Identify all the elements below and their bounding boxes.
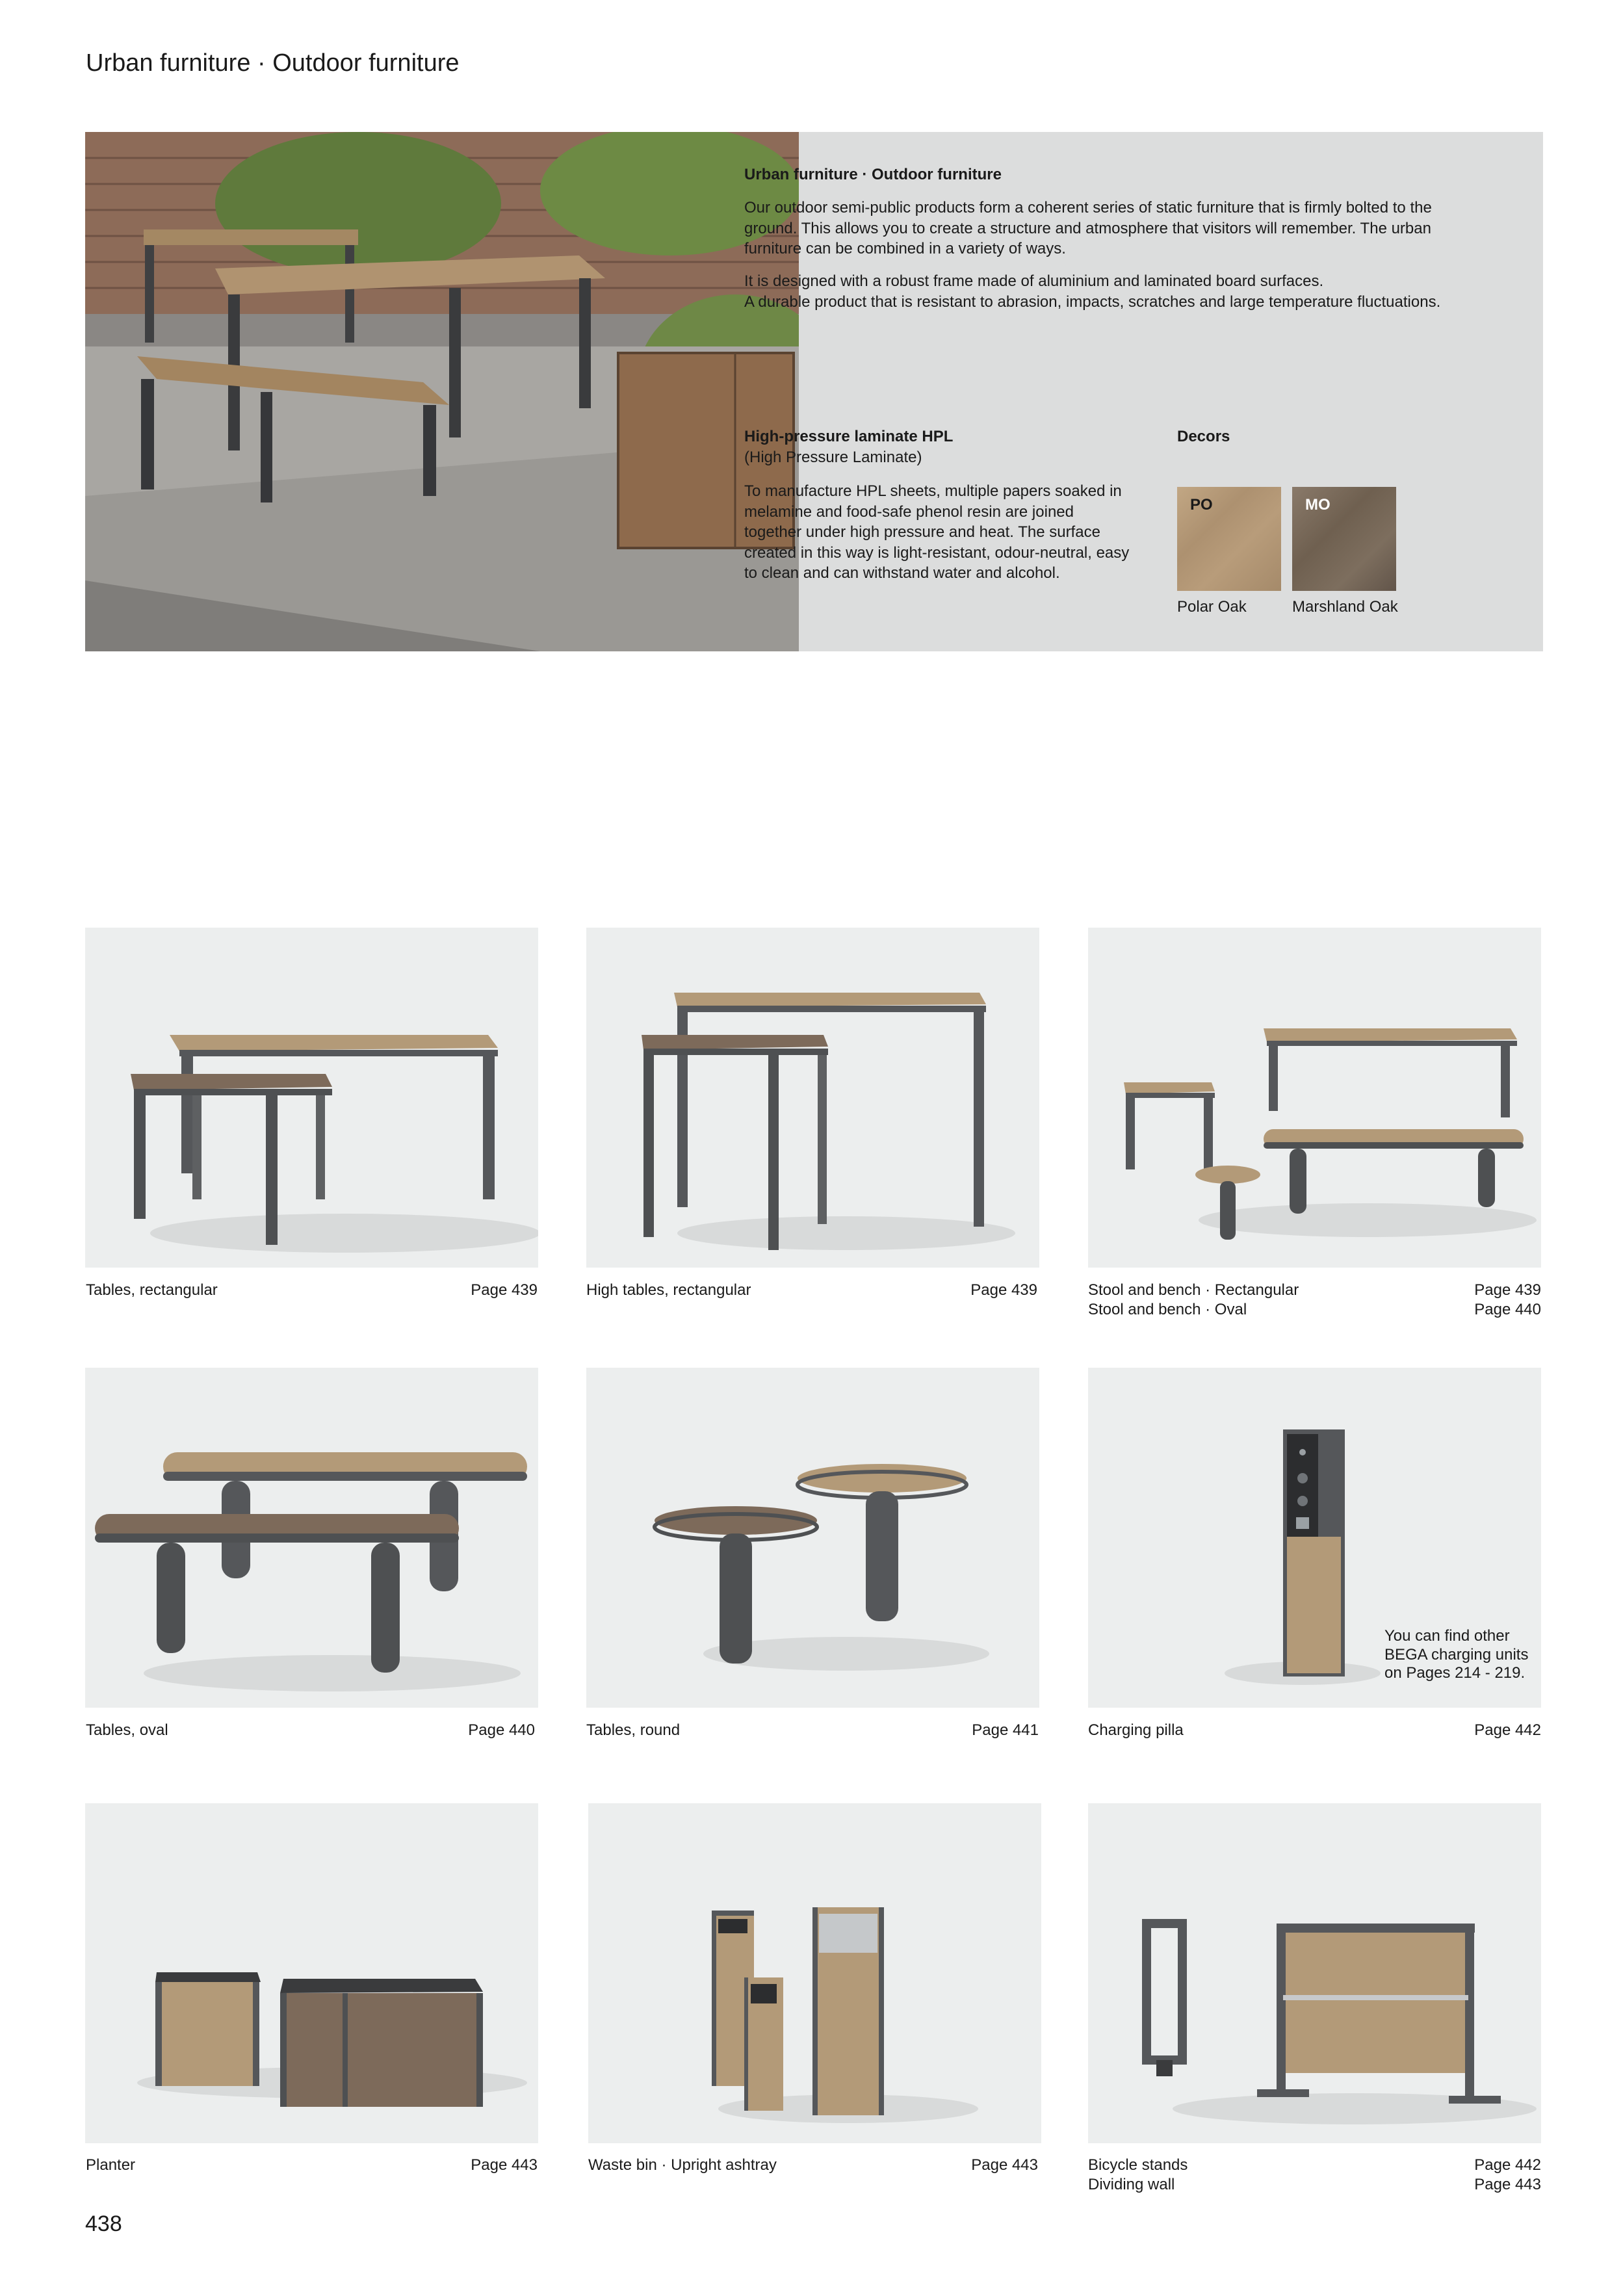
product-name: Stool and bench · Rectangular [1088,1281,1299,1299]
product-page-ref: Page 442 [1474,1721,1541,1739]
product-page-ref: Page 439 [1474,1281,1541,1299]
decor-swatch-polar-oak [1177,487,1281,591]
product-page-ref-2: Page 440 [1474,1301,1541,1318]
hpl-subtitle: (High Pressure Laminate) [744,449,922,466]
product-page-ref: Page 441 [972,1721,1039,1739]
intro-paragraph: Our outdoor semi-public products form a coherent series of static furniture that is firmly bolted to the ground. This allows you to create a structure and atmosphere that visitors will remember. The urban furniture can be combined in a variety of ways. [744,199,1432,257]
product-image-waste-bin [588,1803,1041,2143]
product-name: Tables, rectangular [86,1281,218,1299]
product-image-tables-rectangular [85,928,538,1268]
product-name: Charging pilla [1088,1721,1184,1739]
product-name: High tables, rectangular [586,1281,751,1299]
charging-note [1384,1627,1540,1683]
product-image-tables-oval [85,1368,538,1708]
charging-note-line-3: on Pages 214 - 219. [1384,1664,1526,1682]
decor-swatch-marshland-oak [1292,487,1396,591]
product-name-2: Stool and bench · Oval [1088,1301,1247,1318]
intro-paragraph-2-line-1: It is designed with a robust frame made of aluminium and laminated board surfaces. [744,272,1324,290]
product-name: Bicycle stands [1088,2156,1188,2174]
decor-name: Polar Oak [1177,598,1247,616]
product-image-bicycle-stand-dividing-wall [1088,1803,1541,2143]
product-page-ref: Page 442 [1474,2156,1541,2174]
charging-note-line-2: BEGA charging units [1384,1645,1529,1663]
product-page-ref: Page 443 [971,2156,1038,2174]
decor-code: MO [1305,496,1331,514]
hpl-title: High-pressure laminate HPL [744,428,954,445]
product-name: Tables, round [586,1721,681,1739]
decor-name: Marshland Oak [1292,598,1398,616]
page-title: Urban furniture · Outdoor furniture [86,49,460,77]
product-image-tables-round [586,1368,1039,1708]
product-name-2: Dividing wall [1088,2176,1175,2193]
product-page-ref: Page 443 [471,2156,538,2174]
intro-paragraph-2-line-2: A durable product that is resistant to abrasion, impacts, scratches and large temperature fluctuations. [744,293,1441,311]
decor-code: PO [1190,496,1213,514]
product-page-ref-2: Page 443 [1474,2176,1541,2193]
product-page-ref: Page 440 [468,1721,535,1739]
product-image-planter [85,1803,538,2143]
product-name: Waste bin · Upright ashtray [588,2156,777,2174]
product-image-high-tables [586,928,1039,1268]
product-name: Planter [86,2156,136,2174]
decors-title: Decors [1177,428,1230,445]
product-name: Tables, oval [86,1721,168,1739]
product-image-stool-and-bench [1088,928,1541,1268]
product-page-ref: Page 439 [970,1281,1037,1299]
charging-note-line-1: You can find other [1384,1627,1510,1645]
page-number: 438 [85,2211,122,2236]
hpl-description: To manufacture HPL sheets, multiple papers soaked in melamine and food-safe phenol resin are joined together under high pressure and heat. The surface created in this way is light-resistant, odour-neutral, easy to clean and can withstand water and alcohol. [744,482,1130,582]
product-page-ref: Page 439 [471,1281,538,1299]
intro-title: Urban furniture · Outdoor furniture [744,166,1002,183]
intro-paragraph-2 [744,271,1472,312]
hero-photo [85,132,799,651]
